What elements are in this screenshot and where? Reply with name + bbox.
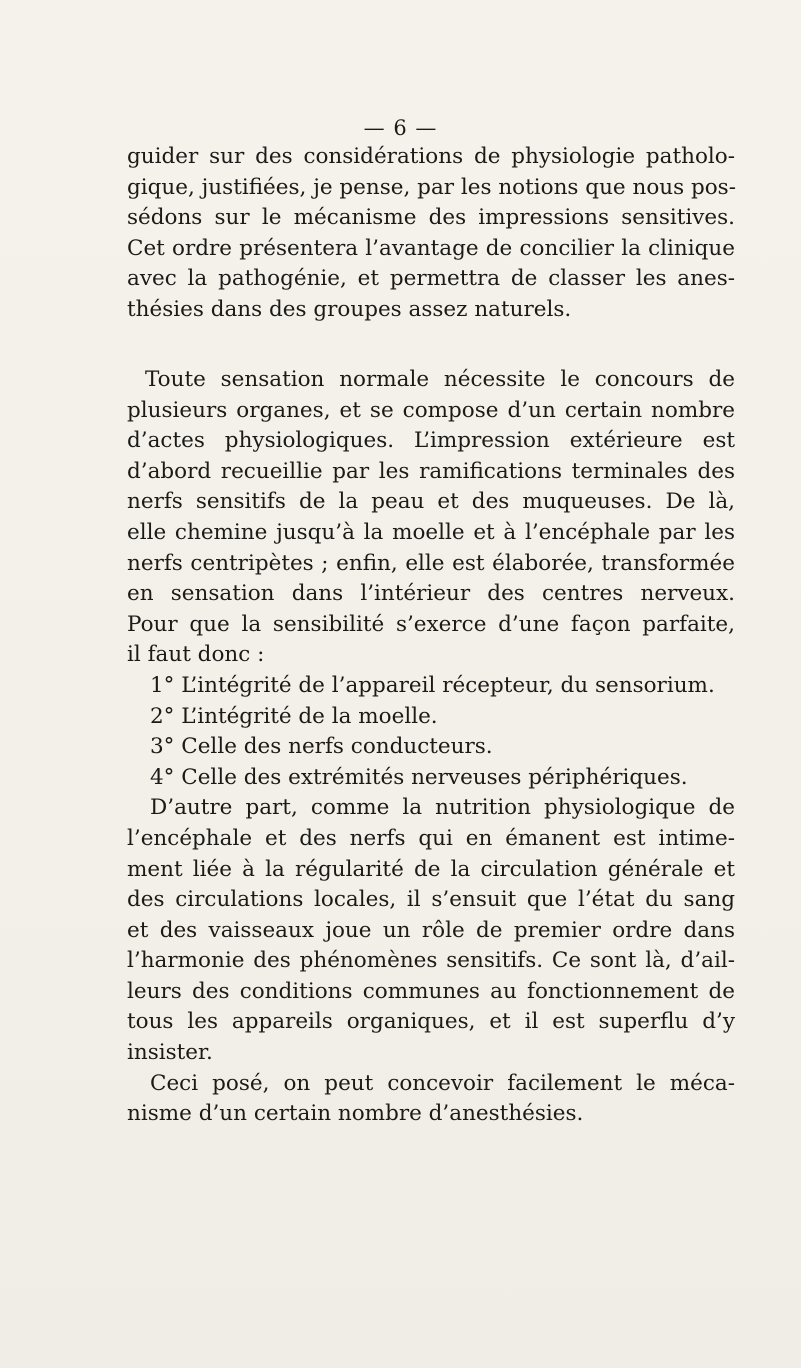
list-item: 4° Celle des extrémités nerveuses périphériques.: [150, 764, 688, 790]
text-line: d’actes physiologiques. L’impression extérieure est: [127, 428, 735, 454]
text-line: insister.: [127, 1040, 213, 1066]
text-line: tous les appareils organiques, et il est superflu d’y: [127, 1009, 735, 1035]
text-line: Toute sensation normale nécessite le concours de: [145, 367, 735, 392]
text-line: Ceci posé, on peut concevoir facilement le méca-: [150, 1070, 735, 1096]
text-line: guider sur des considérations de physiologie patholo-: [127, 144, 735, 169]
list-item: 2° L’intégrité de la moelle.: [150, 703, 438, 729]
paragraph-1: [127, 142, 735, 326]
text-line: leurs des conditions communes au fonctionnement de: [127, 978, 735, 1004]
text-line: nerfs sensitifs de la peau et des muqueuses. De là,: [127, 489, 735, 515]
text-line: nisme d’un certain nombre d’anesthésies.: [127, 1101, 584, 1127]
text-line: plusieurs organes, et se compose d’un certain nombre: [127, 397, 735, 423]
page-number: — 6 —: [363, 116, 438, 140]
text-line: avec la pathogénie, et permettra de classer les anes-: [127, 266, 735, 292]
text-line: elle chemine jusqu’à la moelle et à l’encéphale par les: [127, 519, 735, 545]
text-line: des circulations locales, il s’ensuit que l’état du sang: [127, 887, 735, 913]
text-line: Pour que la sensibilité s’exerce d’une façon parfaite,: [127, 611, 735, 637]
text-line: et des vaisseaux joue un rôle de premier ordre dans: [127, 917, 735, 943]
list-item: 3° Celle des nerfs conducteurs.: [150, 734, 493, 760]
text-line: l’encéphale et des nerfs qui en émanent est intime-: [127, 825, 735, 851]
paragraph-2: [127, 365, 735, 1130]
text-line: nerfs centripètes ; enfin, elle est élaborée, transformée: [127, 550, 735, 576]
text-line: Cet ordre présentera l’avantage de concilier la clinique: [127, 235, 735, 261]
text-line: d’abord recueillie par les ramifications terminales des: [127, 458, 735, 484]
text-line: l’harmonie des phénomènes sensitifs. Ce sont là, d’ail-: [127, 948, 735, 974]
text-line: thésies dans des groupes assez naturels.: [127, 296, 572, 322]
text-line: D’autre part, comme la nutrition physiologique de: [150, 795, 735, 821]
text-line: sédons sur le mécanisme des impressions sensitives.: [127, 205, 735, 231]
text-line: gique, justifiées, je pense, par les notions que nous pos-: [127, 174, 736, 200]
text-line: il faut donc :: [127, 642, 265, 668]
text-line: en sensation dans l’intérieur des centres nerveux.: [127, 581, 735, 607]
text-line: ment liée à la régularité de la circulation générale et: [127, 856, 735, 882]
list-item: 1° L’intégrité de l’appareil récepteur, du sensorium.: [150, 672, 715, 698]
